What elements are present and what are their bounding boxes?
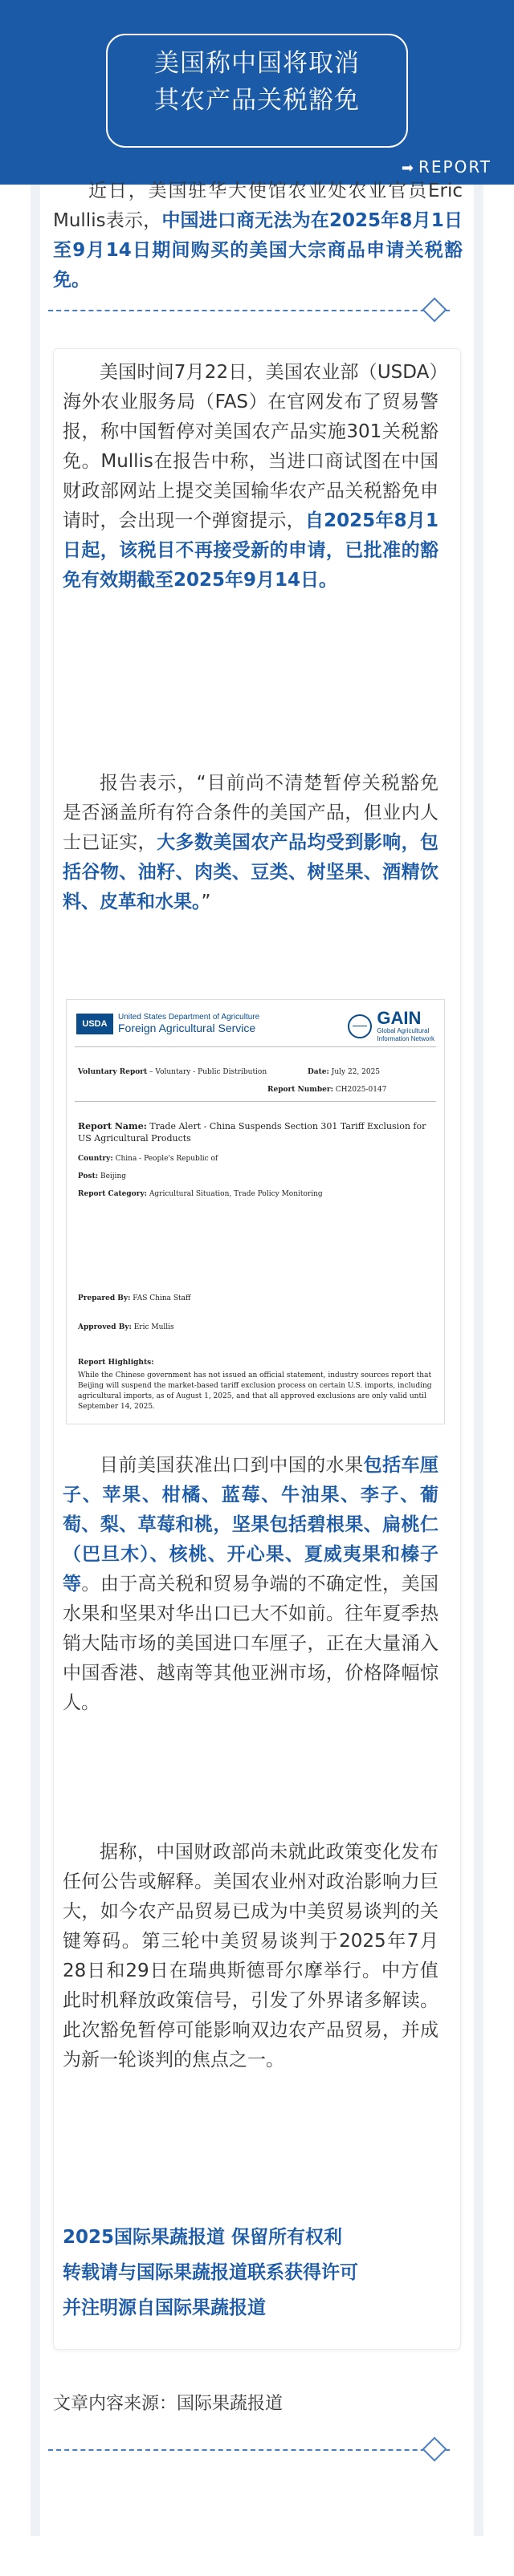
title-line-1: 美国称中国将取消	[154, 49, 360, 78]
voluntary-report: Voluntary Report – Voluntary - Public Distribution	[78, 1068, 267, 1076]
diamond-icon-bottom	[422, 2436, 447, 2461]
header-banner	[0, 0, 514, 185]
paragraph-3-highlight: 包括车厘子、苹果、柑橘、蓝莓、牛油果、李子、葡萄、梨、草莓和桃，坚果包括碧根果、扁桃仁（巴旦木）、核桃、开心果、夏威夷果和榛子等	[63, 1455, 439, 1595]
paragraph-4: 据称，中国财政部尚未就此政策变化发布任何公告或解释。美国农业州对政治影响力巨大，如今农产品贸易已成为中美贸易谈判的关键筹码。第三轮中美贸易谈判于2025年7月28日和29日在瑞典斯德哥尔摩举行。中方值此时机释放政策信号，引发了外界诸多解读。此次豁免暂停可能影响双边农产品贸易，并成为新一轮谈判的焦点之一。	[63, 1842, 439, 2070]
paragraph-1-text: 美国时间7月22日，美国农业部（USDA）海外农业服务局（FAS）在官网发布了贸易警报，称中国暂停对美国农产品实施301关税豁免。Mullis在报告中称，当进口商试图在中国财政部网站上提交美国输华农产品关税豁免申请时，会出现一个弹窗提示，	[63, 362, 439, 531]
report-category: Report Category: Agricultural Situation, Trade Policy Monitoring	[78, 1190, 323, 1198]
paragraph-2-text: 报告表示，“目前尚不清楚暂停关税豁免是否涵盖所有符合条件的美国产品，但业内人士已证实，	[63, 773, 439, 853]
source-credit: 文章内容来源：国际果蔬报道	[53, 2394, 284, 2414]
approved-by: Approved By: Eric Mullis	[78, 1323, 174, 1331]
paragraph-3	[63, 1451, 439, 1718]
left-decor-bar	[31, 185, 40, 2536]
gain-header	[348, 1010, 434, 1043]
report-name: Report Name: Trade Alert - China Suspends Section 301 Tariff Exclusion for US Agricultural Products	[78, 1121, 426, 1144]
gain-sub-2: Information Network	[377, 1035, 434, 1042]
report-date: Date: July 22, 2025	[308, 1068, 381, 1076]
report-country: Country: China - People's Republic of	[78, 1155, 218, 1163]
dashed-divider-top	[48, 310, 450, 311]
usda-line-1: United States Department of Agriculture	[118, 1013, 260, 1022]
intro-paragraph	[53, 177, 463, 295]
copyright-line-1: 2025国际果蔬报道 保留所有权利	[63, 2227, 343, 2248]
gain-sub-1: Global Agricultural	[377, 1027, 430, 1034]
dashed-divider-bottom	[48, 2449, 450, 2451]
report-number: Report Number: CH2025-0147	[267, 1086, 387, 1094]
intro-text: 近日，美国驻华大使馆农业处农业官员Eric Mullis表示，	[53, 181, 463, 231]
paragraph-3-text-b: 。由于高关税和贸易争端的不确定性，美国水果和坚果对华出口已大不如前。往年夏季热销大陆市场的美国进口车厘子，正在大量涌入中国香港、越南等其他亚洲市场，价格降幅惊人。	[63, 1574, 439, 1713]
right-decor-bar	[474, 185, 483, 2536]
diamond-icon	[422, 297, 447, 322]
highlights-label: Report Highlights:	[78, 1359, 154, 1367]
paragraph-3-text-a: 目前美国获准出口到中国的水果	[100, 1455, 364, 1476]
prepared-by: Prepared By: FAS China Staff	[78, 1294, 191, 1302]
usda-report-image	[66, 999, 445, 1424]
article-title	[106, 34, 408, 148]
highlights-text: While the Chinese government has not issued an official statement, industry sources report that Beijing will suspend the market-based tariff exclusion process on certain U.S. imports, including agricultural imports, as of August 1, 2025, and that all approved exclusions are only valid until September 14, 2025.	[78, 1371, 432, 1411]
report-post: Post: Beijing	[78, 1172, 126, 1180]
arrow-right-icon: ➡	[401, 160, 415, 177]
title-line-2: 其农产品关税豁免	[154, 86, 360, 115]
paragraph-2	[63, 769, 439, 917]
paragraph-2-end: ”	[201, 892, 211, 912]
usda-header	[76, 1013, 259, 1034]
report-tag	[402, 157, 492, 177]
usda-logo: USDA	[76, 1014, 113, 1034]
copyright-line-2: 转载请与国际果蔬报道联系获得许可	[63, 2262, 358, 2283]
paragraph-2-highlight: 大多数美国农产品均受到影响，包括谷物、油籽、肉类、豆类、树坚果、酒精饮料、皮革和水果。	[63, 832, 439, 912]
usda-line-2: Foreign Agricultural Service	[118, 1022, 256, 1034]
intro-highlight: 中国进口商无法为在2025年8月1日至9月14日期间购买的美国大宗商品申请关税豁免。	[53, 210, 463, 291]
report-label: REPORT	[418, 157, 492, 177]
gain-title: GAIN	[377, 1008, 422, 1028]
doc-rule	[75, 1046, 436, 1047]
copyright-line-3: 并注明源自国际果蔬报道	[63, 2298, 266, 2318]
globe-icon	[348, 1014, 372, 1038]
doc-rule-2	[75, 1101, 436, 1102]
paragraph-1-highlight: 自2025年8月1日起，该税目不再接受新的申请，已批准的豁免有效期截至2025年9月14日。	[63, 510, 439, 591]
paragraph-1	[63, 358, 439, 595]
